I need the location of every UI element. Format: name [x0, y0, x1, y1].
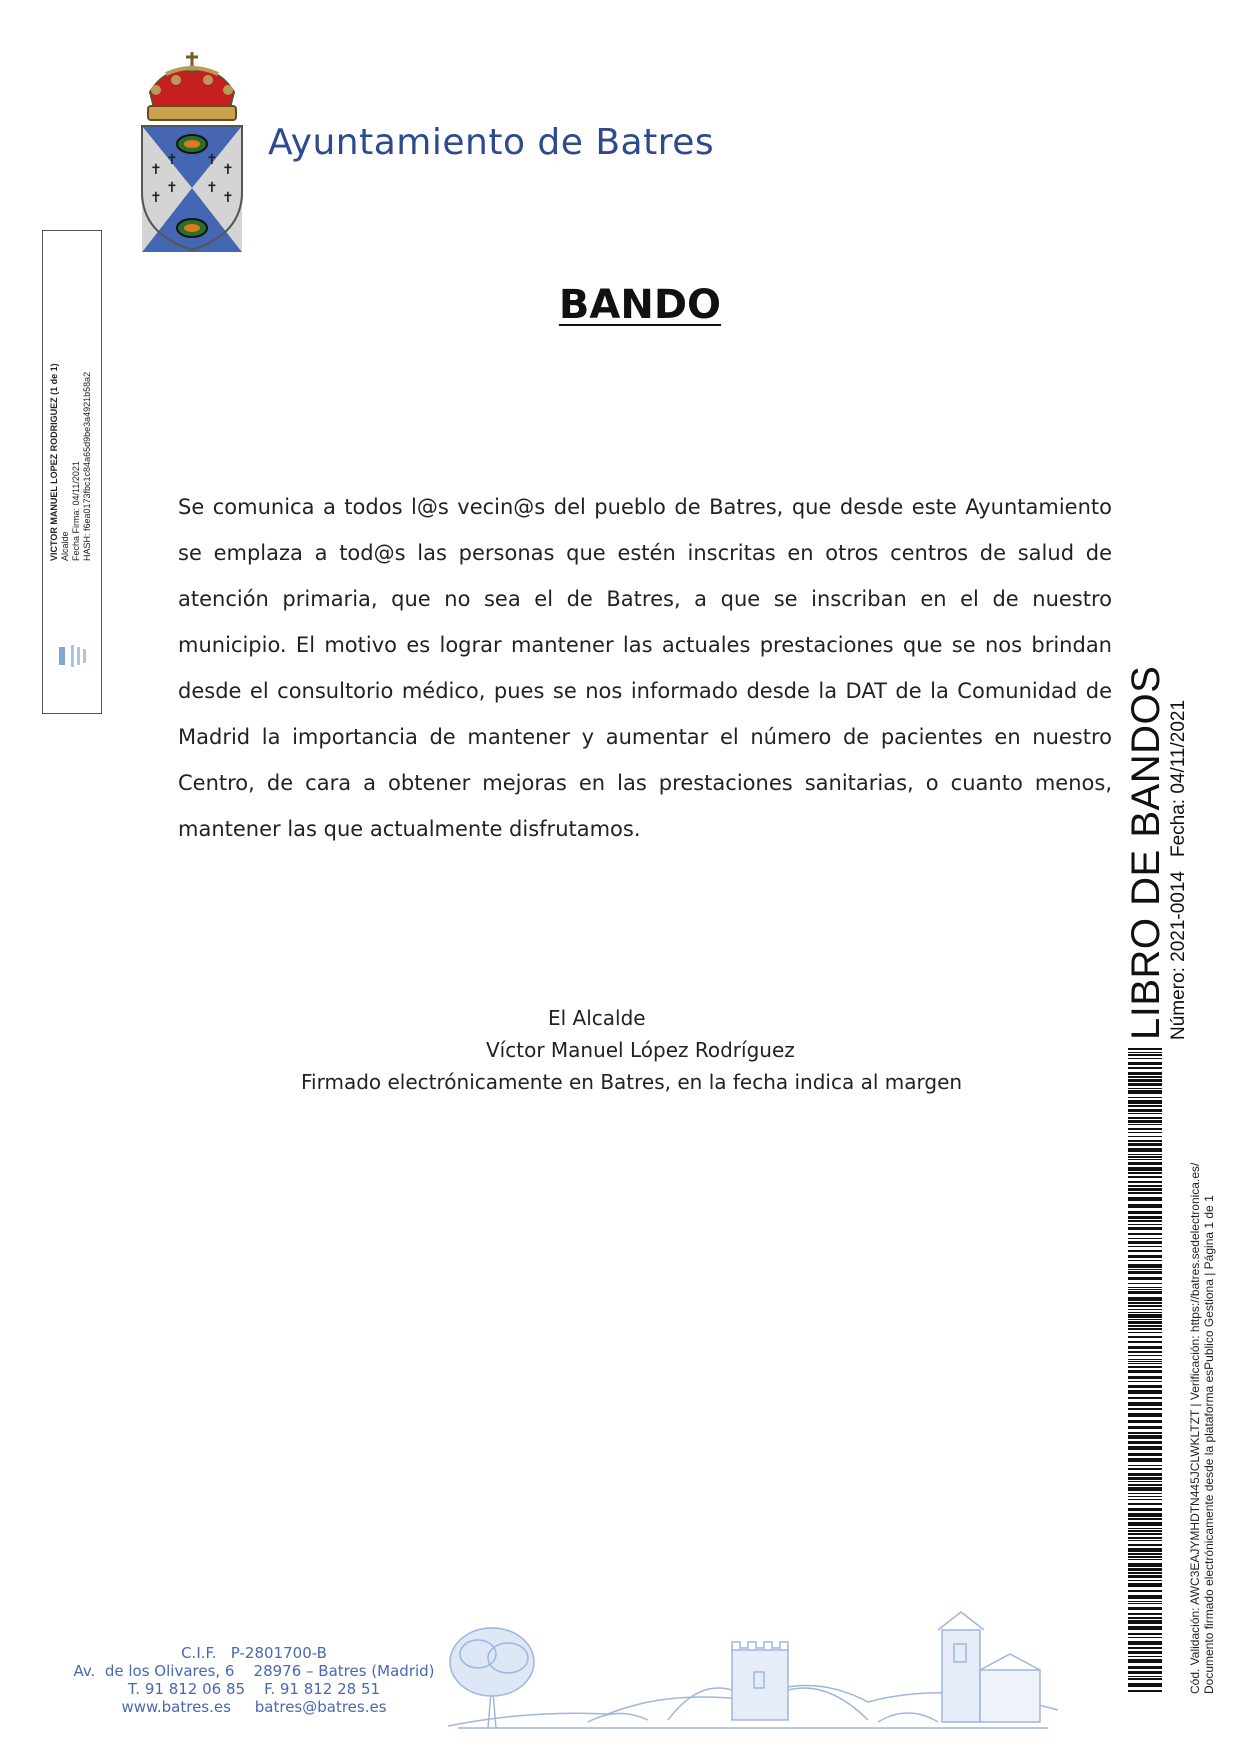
svg-text:✝: ✝	[166, 180, 178, 196]
register-book: LIBRO DE BANDOS	[1124, 665, 1168, 1040]
coat-of-arms-icon	[136, 52, 248, 252]
register-number: Número: 2021-0014	[1168, 871, 1189, 1040]
svg-text:✝: ✝	[206, 152, 218, 168]
footer-cif: C.I.F. P-2801700-B	[181, 1644, 327, 1662]
organization-name: Ayuntamiento de Batres	[268, 122, 715, 163]
footer-web: www.batres.es batres@batres.es	[121, 1698, 387, 1716]
svg-text:✝: ✝	[222, 190, 234, 206]
signature-stamp-text	[49, 231, 93, 561]
svg-text:✝: ✝	[166, 152, 178, 168]
signature-note: Firmado electrónicamente en Batres, en la fecha indica al margen	[301, 1070, 963, 1094]
document-title	[0, 282, 1240, 328]
svg-text:✝: ✝	[206, 180, 218, 196]
signature-role: El Alcalde	[548, 1006, 646, 1030]
verification-footer	[1188, 1094, 1216, 1694]
contact-footer	[64, 1644, 444, 1716]
village-landscape-illustration	[448, 1610, 1058, 1730]
stamp-hash: HASH: f6ea0173fbc1c84a65d9be3a4921b58a2	[82, 371, 92, 561]
stamp-role: Alcalde	[60, 531, 70, 561]
verification-line-2: Documento firmado electrónicamente desde la plataforma esPublico Gestiona | Página 1 de 1	[1202, 1195, 1216, 1694]
footer-address: Av. de los Olivares, 6 28976 – Batres (Madrid)	[73, 1662, 435, 1680]
register-label	[1124, 665, 1204, 1040]
signature-name: Víctor Manuel López Rodríguez	[486, 1038, 795, 1062]
barcode	[1128, 1048, 1162, 1694]
document-body: Se comunica a todos l@s vecin@s del pueblo de Batres, que desde este Ayuntamiento se emplaza a tod@s las personas que estén inscritas en otros centros de salud de atención primaria, que no sea el de Batres, a que se inscriban en el de nuestro municipio. El motivo es lograr mantener las actuales prestaciones que se nos brindan desde el consultorio médico, pues se nos informado desde la DAT de la Comunidad de Madrid la importancia de mantener y aumentar el número de pacientes en nuestro Centro, de cara a obtener mejoras en las prestaciones sanitarias, o cuanto menos, mantener las que actualmente disfrutamos.	[178, 495, 1112, 841]
stamp-date: Fecha Firma: 04/11/2021	[71, 461, 81, 561]
svg-text:✝: ✝	[222, 162, 234, 178]
stamp-signer: VICTOR MANUEL LOPEZ RODRIGUEZ (1 de 1)	[49, 363, 59, 561]
verification-line-1: Cód. Validación: AWC3EAJYMHDTN445JCLWKLTZT | Verificación: https://batres.sedelectronica.es/	[1188, 1162, 1202, 1694]
register-meta	[1168, 680, 1190, 1040]
svg-text:✝: ✝	[150, 190, 162, 206]
signature-stamp	[42, 230, 102, 714]
register-date: Fecha: 04/11/2021	[1168, 699, 1189, 857]
svg-text:✝: ✝	[150, 162, 162, 178]
stamp-seal-icon	[55, 641, 91, 671]
document-title-text: BANDO	[558, 282, 722, 328]
footer-phone: T. 91 812 06 85 F. 91 812 28 51	[127, 1680, 381, 1698]
